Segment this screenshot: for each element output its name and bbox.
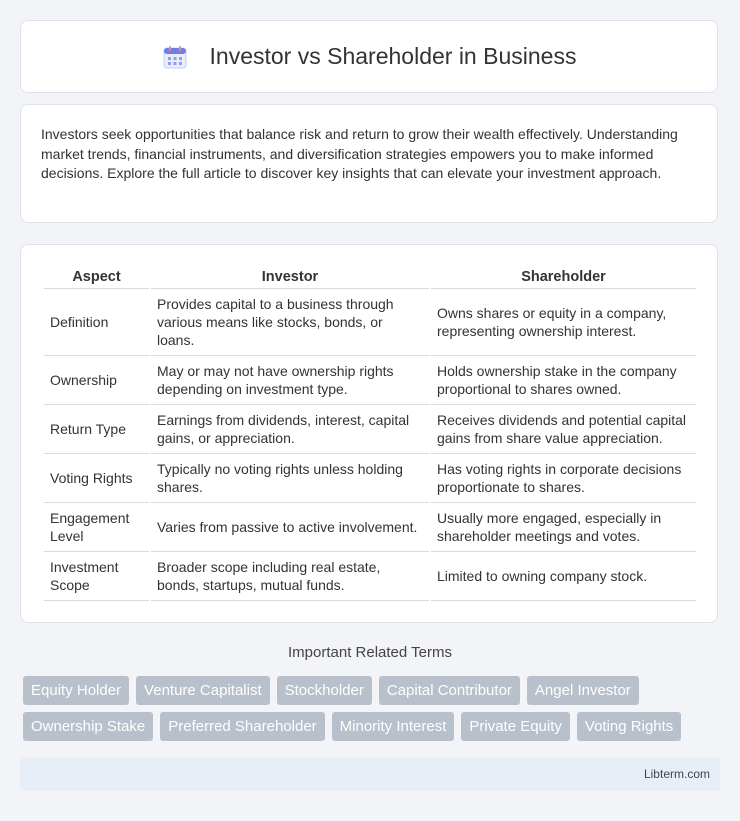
tag-ownership-stake[interactable]: Ownership Stake xyxy=(23,712,153,741)
tag-angel-investor[interactable]: Angel Investor xyxy=(527,676,639,705)
intro-card xyxy=(20,104,718,223)
cell-shareholder: Owns shares or equity in a company, representing ownership interest. xyxy=(431,289,696,356)
cell-shareholder: Receives dividends and potential capital gains from share value appreciation. xyxy=(431,405,696,454)
tag-venture-capitalist[interactable]: Venture Capitalist xyxy=(136,676,270,705)
header-shareholder: Shareholder xyxy=(431,265,696,289)
cell-aspect: Engagement Level xyxy=(44,503,149,552)
tag-voting-rights[interactable]: Voting Rights xyxy=(577,712,681,741)
cell-investor: Broader scope including real estate, bonds, startups, mutual funds. xyxy=(151,552,429,601)
comparison-table xyxy=(42,265,698,601)
related-terms xyxy=(23,676,723,748)
tag-row xyxy=(23,676,723,705)
table-row xyxy=(44,289,696,356)
related-terms-title: Important Related Terms xyxy=(288,644,452,661)
comparison-card xyxy=(20,244,718,623)
tag-row xyxy=(23,712,723,741)
cell-aspect: Investment Scope xyxy=(44,552,149,601)
cell-investor: May or may not have ownership rights depending on investment type. xyxy=(151,356,429,405)
tag-equity-holder[interactable]: Equity Holder xyxy=(23,676,129,705)
tag-stockholder[interactable]: Stockholder xyxy=(277,676,372,705)
header-investor: Investor xyxy=(151,265,429,289)
table-row xyxy=(44,454,696,503)
cell-investor: Earnings from dividends, interest, capital gains, or appreciation. xyxy=(151,405,429,454)
tag-minority-interest[interactable]: Minority Interest xyxy=(332,712,455,741)
cell-shareholder: Has voting rights in corporate decisions proportionate to shares. xyxy=(431,454,696,503)
tag-capital-contributor[interactable]: Capital Contributor xyxy=(379,676,520,705)
cell-investor: Varies from passive to active involvement. xyxy=(151,503,429,552)
footer-site-link[interactable]: Libterm.com xyxy=(643,767,710,781)
intro-text: Investors seek opportunities that balance risk and return to grow their wealth effectively. Understanding market trends, financial instruments, and diversification strategies empowers you to make informed decisions. Explore the full article to discover key insights that can elevate your investment approach. xyxy=(41,126,678,181)
cell-shareholder: Usually more engaged, especially in shareholder meetings and votes. xyxy=(431,503,696,552)
page-title: Investor vs Shareholder in Business xyxy=(209,43,577,69)
tag-private-equity[interactable]: Private Equity xyxy=(461,712,570,741)
cell-aspect: Voting Rights xyxy=(44,454,149,503)
title-card xyxy=(20,20,718,93)
table-header-row xyxy=(44,265,696,289)
tag-preferred-shareholder[interactable]: Preferred Shareholder xyxy=(160,712,324,741)
cell-shareholder: Limited to owning company stock. xyxy=(431,552,696,601)
cell-shareholder: Holds ownership stake in the company proportional to shares owned. xyxy=(431,356,696,405)
calendar-icon xyxy=(162,44,188,70)
table-row xyxy=(44,356,696,405)
table-row xyxy=(44,503,696,552)
cell-aspect: Ownership xyxy=(44,356,149,405)
header-aspect: Aspect xyxy=(44,265,149,289)
table-row xyxy=(44,405,696,454)
cell-investor: Provides capital to a business through various means like stocks, bonds, or loans. xyxy=(151,289,429,356)
cell-investor: Typically no voting rights unless holding shares. xyxy=(151,454,429,503)
table-row xyxy=(44,552,696,601)
cell-aspect: Definition xyxy=(44,289,149,356)
footer xyxy=(20,757,720,791)
cell-aspect: Return Type xyxy=(44,405,149,454)
